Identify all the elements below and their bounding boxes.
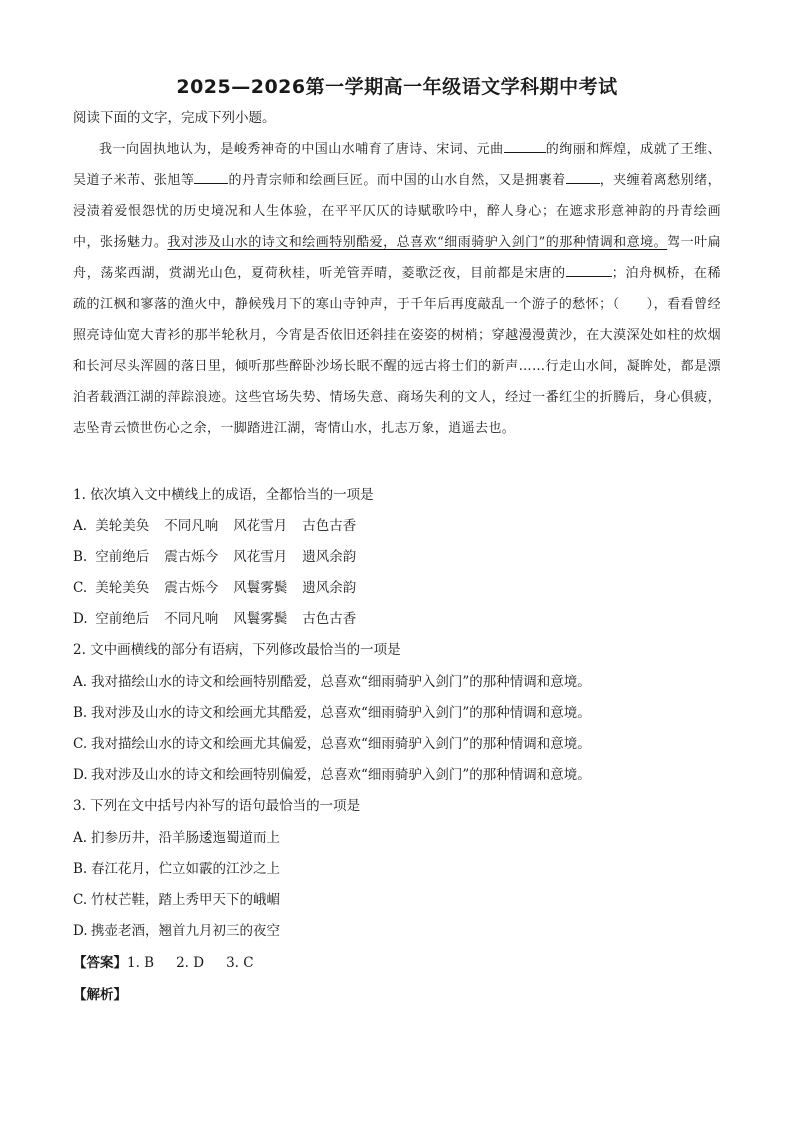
passage-text: ，夹缠着离愁别绪，浸渍着爱恨怨忧的历史境况和人生体验，在平平仄仄的诗赋歌吟中，醉人身心；在遮求形意神韵的丹青绘画中，张扬魅力。: [73, 173, 721, 250]
option-word: 不同凡响: [164, 611, 219, 627]
answer-label: 【答案】: [73, 955, 127, 971]
option-key: A.: [73, 674, 88, 690]
option-text: 扪参历井，沿羊肠逶迤蜀道而上: [91, 830, 280, 846]
option-text: 我对涉及山水的诗文和绘画特别偏爱，总喜欢“细雨骑驴入剑门”的那种情调和意境。: [91, 767, 591, 783]
option-word: 美轮美奂: [95, 518, 150, 534]
option-word: 风鬟雾鬓: [233, 580, 288, 596]
option-key: B.: [73, 705, 88, 721]
option-word: 风鬟雾鬓: [233, 611, 288, 627]
option-key: A.: [73, 830, 88, 846]
instruction-text: 阅读下面的文字，完成下列小题。: [73, 110, 276, 126]
option-text: 我对涉及山水的诗文和绘画尤其酷爱，总喜欢“细雨骑驴入剑门”的那种情调和意境。: [91, 705, 591, 721]
option-word: 古色古香: [302, 518, 357, 534]
option-word: 震古烁今: [164, 549, 219, 565]
option-text: 我对描绘山水的诗文和绘画特别酷爱，总喜欢“细雨骑驴入剑门”的那种情调和意境。: [91, 674, 591, 690]
fill-blank-4: [566, 262, 612, 277]
question-1-option-a: [73, 514, 371, 534]
fill-blank-3: [566, 169, 600, 184]
option-text: 春江花月，伫立如霰的江沙之上: [91, 861, 280, 877]
analysis-label: 【解析】: [73, 987, 127, 1003]
option-word: 美轮美奂: [95, 580, 150, 596]
option-text: 我对描绘山水的诗文和绘画尤其偏爱，总喜欢“细雨骑驴入剑门”的那种情调和意境。: [91, 736, 591, 752]
option-word: 空前绝后: [95, 549, 150, 565]
page-title: 2025—2026第一学期高一年级语文学科期中考试: [176, 76, 618, 98]
question-1-option-b: [73, 545, 371, 565]
question-2-option-b: [73, 701, 591, 721]
passage-paragraph: [73, 134, 721, 444]
option-key: B.: [73, 549, 88, 565]
question-1-stem: 1. 依次填入文中横线上的成语，全都恰当的一项是: [73, 487, 374, 503]
passage-text: 我一向固执地认为，是峻秀神奇的中国山水哺育了唐诗、宋词、元曲: [99, 142, 504, 157]
fill-blank-1: [504, 138, 546, 153]
option-word: 震古烁今: [164, 580, 219, 596]
question-3-stem: 3. 下列在文中括号内补写的语句最恰当的一项是: [73, 798, 361, 814]
answer-section: [73, 951, 276, 971]
passage-text: 的绚丽和辉煌，成就了王维、吴道子米芾、张旭等: [73, 142, 721, 188]
option-word: 遗风余韵: [302, 549, 357, 565]
option-word: 古色古香: [302, 611, 357, 627]
option-key: C.: [73, 892, 88, 908]
question-3-option-a: [73, 826, 280, 846]
analysis-section: [73, 983, 127, 1003]
question-2-option-d: [73, 763, 591, 783]
option-word: 空前绝后: [95, 611, 150, 627]
passage-text: 驾一叶扁舟，荡桨西湖，赏湖光山色，夏荷秋桂，听羌管弄晴，菱歌泛夜，目前都是宋唐的: [73, 235, 721, 281]
option-word: 不同凡响: [164, 518, 219, 534]
answer-item: 3. C: [226, 955, 254, 971]
option-key: D.: [73, 923, 88, 939]
option-word: 风花雪月: [233, 549, 288, 565]
option-text: 竹杖芒鞋，踏上秀甲天下的峨嵋: [91, 892, 280, 908]
option-key: D.: [73, 767, 88, 783]
passage-text: 的丹青宗师和绘画巨匠。而中国的山水自然，又是拥裹着: [228, 173, 566, 188]
option-key: C.: [73, 736, 88, 752]
option-key: C.: [73, 580, 88, 596]
answer-item: 2. D: [176, 955, 205, 971]
question-3-option-c: [73, 888, 280, 908]
option-key: B.: [73, 861, 88, 877]
passage-text: ；泊舟枫桥，在稀疏的江枫和寥落的渔火中，静候残月下的寒山寺钟声，于千年后再度敲乱一个游子的愁怀；（ ），看看曾经照亮诗仙宽大青衫的那半轮秋月，今宵是否依旧还斜挂在姿姿的树梢；穿越漫漫黄沙，在大漠深处如柱的炊烟和长河尽头浑圆的落日里，倾听那些醉卧沙场长眠不醒的远古将士们的新声……行走山水间，凝眸处，都是漂泊者载酒江湖的萍踪浪迹。这些官场失势、情场失意、商场失利的文人，经过一番红尘的折腾后，身心俱疲，志坠青云愤世伤心之余，一脚踏进江湖，寄情山水，扎志万象，逍遥去也。: [73, 266, 721, 436]
question-1-option-d: [73, 607, 371, 627]
question-3-option-b: [73, 857, 280, 877]
option-text: 携壶老酒，翘首九月初三的夜空: [91, 923, 280, 939]
underlined-sentence: 我对涉及山水的诗文和绘画特别酷爱，总喜欢“细雨骑驴入剑门”的那种情调和意境。: [167, 235, 668, 250]
option-word: 风花雪月: [233, 518, 288, 534]
fill-blank-2: [194, 169, 228, 184]
question-2-stem: 2. 文中画横线的部分有语病，下列修改最恰当的一项是: [73, 642, 401, 658]
answer-item: 1. B: [127, 955, 155, 971]
option-key: D.: [73, 611, 88, 627]
option-key: A.: [73, 518, 88, 534]
question-3-option-d: [73, 919, 280, 939]
question-2-option-c: [73, 732, 591, 752]
reading-passage: [73, 134, 721, 444]
option-word: 遗风余韵: [302, 580, 357, 596]
question-2-option-a: [73, 670, 591, 690]
question-1-option-c: [73, 576, 371, 596]
